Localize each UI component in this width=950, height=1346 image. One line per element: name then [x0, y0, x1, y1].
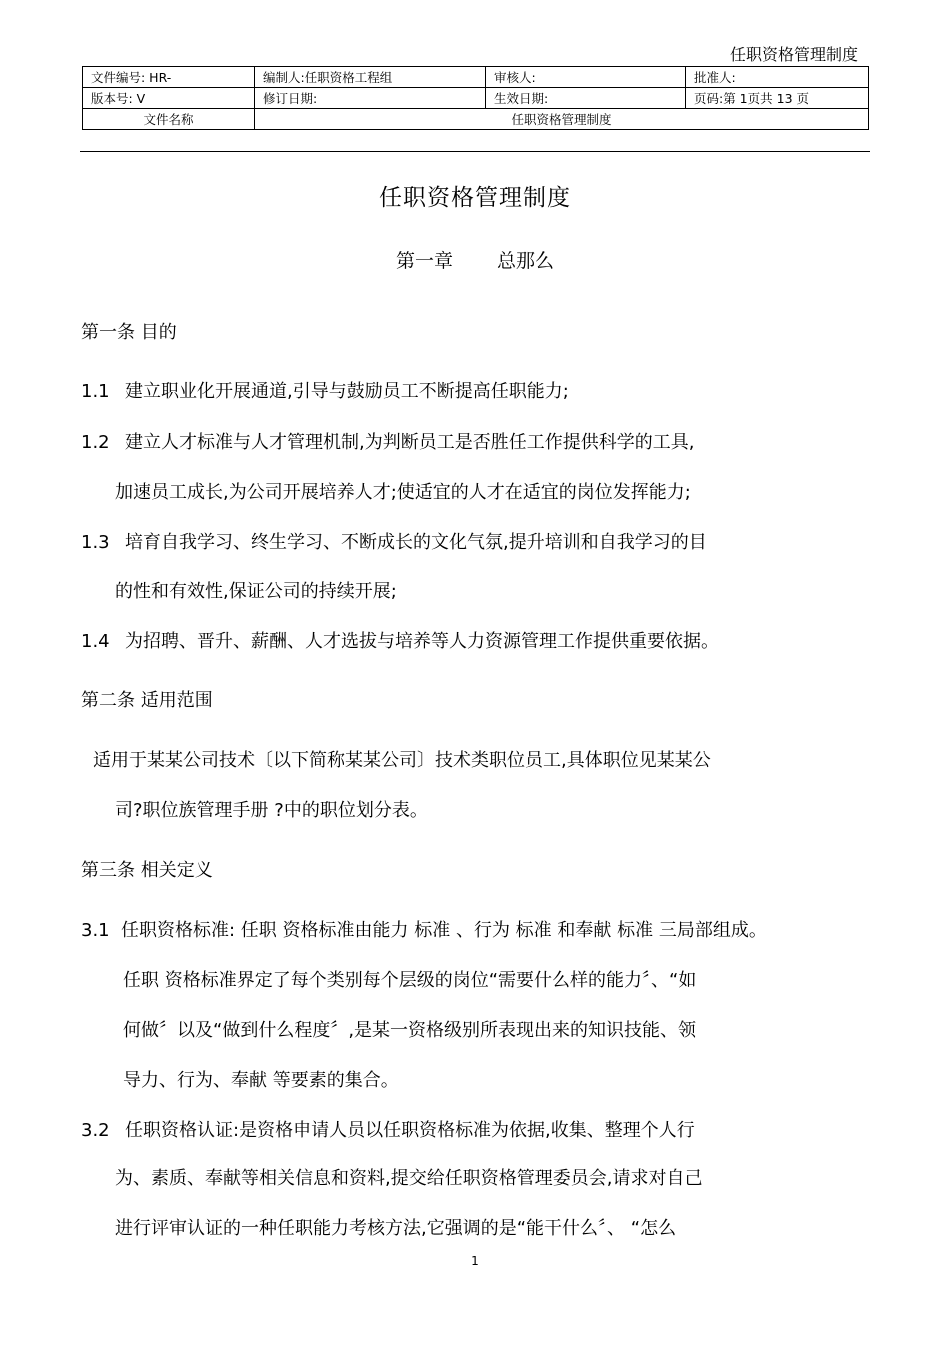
meta-row-1	[83, 67, 869, 88]
clause-1-2-cont: 加速员工成长,为公司开展培养人才;使适宜的人才在适宜的岗位发挥能力;	[115, 482, 691, 503]
clause-3-2	[81, 1116, 695, 1142]
clause-1-2	[81, 428, 694, 454]
article-2-text-cont: 司?职位族管理手册 ?中的职位划分表。	[115, 800, 428, 821]
article-1-heading: 第一条 目的	[81, 322, 177, 343]
meta-row-2	[83, 88, 869, 109]
clause-text: 任职资格标准: 任职 资格标准由能力 标准 、行为 标准 和奉献 标准 三局部组成。	[121, 920, 767, 941]
meta-author: 编制人:任职资格工程组	[255, 67, 486, 88]
clause-number: 1.4	[81, 631, 110, 652]
clause-1-3	[81, 528, 707, 554]
clause-number: 3.1	[81, 920, 110, 941]
meta-effective-date: 生效日期:	[486, 88, 686, 109]
clause-1-1	[81, 377, 569, 403]
clause-number: 1.2	[81, 432, 110, 453]
clause-number: 1.3	[81, 532, 110, 553]
header-divider	[80, 151, 870, 152]
meta-version: 版本号: V	[83, 88, 255, 109]
clause-3-1	[81, 916, 767, 942]
article-2-heading: 第二条 适用范围	[81, 690, 213, 711]
meta-file-number: 文件编号: HR-	[83, 67, 255, 88]
meta-reviewer: 审核人:	[486, 67, 686, 88]
clause-text: 建立人才标准与人才管理机制,为判断员工是否胜任工作提供科学的工具,	[125, 432, 695, 453]
page-number: 1	[471, 1254, 479, 1268]
chapter-heading	[0, 246, 950, 273]
article-3-heading: 第三条 相关定义	[81, 860, 213, 881]
chapter-number: 第一章	[395, 250, 453, 272]
meta-revision-date: 修订日期:	[255, 88, 486, 109]
clause-3-1-cont-3: 导力、行为、奉献 等要素的集合。	[123, 1070, 399, 1091]
meta-file-name-label: 文件名称	[83, 109, 255, 130]
clause-3-2-cont-1: 为、素质、奉献等相关信息和资料,提交给任职资格管理委员会,请求对自己	[115, 1168, 703, 1189]
running-header-title: 任职资格管理制度	[729, 45, 858, 64]
clause-text: 培育自我学习、终生学习、不断成长的文化气氛,提升培训和自我学习的目	[125, 532, 707, 553]
meta-row-3	[83, 109, 869, 130]
clause-1-3-cont: 的性和有效性,保证公司的持续开展;	[115, 581, 397, 602]
clause-1-4	[81, 627, 719, 653]
meta-file-name-value: 任职资格管理制度	[255, 109, 869, 130]
meta-page-count: 页码:第 1页共 13 页	[686, 88, 869, 109]
clause-text: 为招聘、晋升、薪酬、人才选拔与培养等人力资源管理工作提供重要依据。	[125, 631, 719, 652]
clause-number: 1.1	[81, 381, 110, 402]
article-2-text: 适用于某某公司技术〔以下简称某某公司〕技术类职位员工,具体职位见某某公	[93, 750, 711, 771]
document-meta-table	[82, 66, 869, 130]
clause-3-1-cont-1: 任职 资格标准界定了每个类别每个层级的岗位“需要什么样的能力〞、“如	[123, 970, 697, 991]
clause-3-2-cont-2: 进行评审认证的一种任职能力考核方法,它强调的是“能干什么〞、 “怎么	[115, 1218, 677, 1239]
clause-text: 任职资格认证:是资格申请人员以任职资格标准为依据,收集、整理个人行	[125, 1120, 695, 1141]
document-title: 任职资格管理制度	[379, 185, 571, 211]
clause-text: 建立职业化开展通道,引导与鼓励员工不断提高任职能力;	[125, 381, 569, 402]
clause-3-1-cont-2: 何做〞以及“做到什么程度〞,是某一资格级别所表现出来的知识技能、领	[123, 1020, 697, 1041]
clause-number: 3.2	[81, 1120, 110, 1141]
meta-approver: 批准人:	[686, 67, 869, 88]
chapter-name: 总那么	[497, 250, 555, 272]
